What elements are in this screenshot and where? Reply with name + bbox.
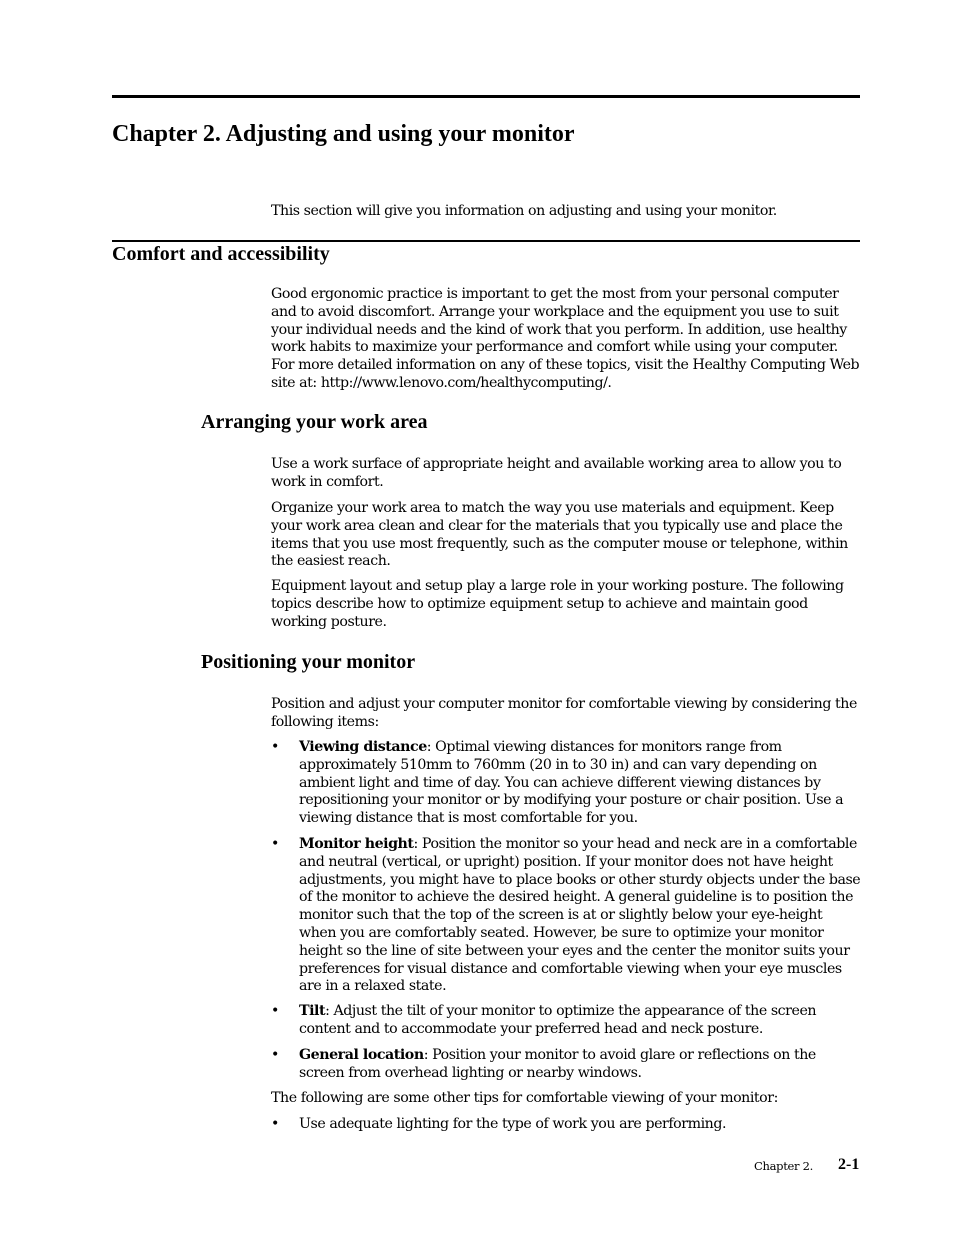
footer-chapter-label: Chapter 2. (754, 1159, 813, 1173)
item-text: : Optimal viewing distances for monitors range from approximately 510mm to 760mm (20 in to 30 in) and can vary depending on ambient light and time of day. You can achieve different viewing distances by repositioning your monitor or by modifying your posture or chair position. Use a viewing distance that is most comfortable for you. (299, 739, 844, 827)
item-term: Monitor height (299, 836, 414, 852)
tips-intro: The following are some other tips for comfortable viewing of your monitor: (271, 1090, 778, 1106)
item-term: General location (299, 1047, 424, 1063)
item-text: : Position your monitor to avoid glare or reflections on the screen from overhead lighting or nearby windows. (299, 1047, 816, 1081)
section-title-comfort: Comfort and accessibility (112, 243, 330, 265)
item-text: : Adjust the tilt of your monitor to optimize the appearance of the screen content and to accommodate your preferred head and neck posture. (299, 1003, 817, 1037)
chapter-top-rule (112, 95, 860, 98)
bullet-icon: • (271, 1047, 280, 1063)
comfort-paragraph: Good ergonomic practice is important to get the most from your personal computer and to avoid discomfort. Arrange your workplace and the equipment you use to suit your individual needs and the kind of work that you perform. In addition, use healthy work habits to maximize your performance and comfort while using your computer. For more detailed information on any of these topics, visit the Healthy Computing Web site at: http://www.lenovo.com/healthycomputing/. (271, 286, 860, 391)
item-text: : Position the monitor so your head and neck are in a comfortable and neutral (vertical, or upright) position. If your monitor does not have height adjustments, you might have to place books or other sturdy objects under the base of the monitor to achieve the desired height. A general guideline is to position the monitor such that the top of the screen is at or slightly below your eye-height when you are comfortably seated. However, be sure to optimize your monitor height so the line of site between your eyes and the center the monitor suits your preferences for visual distance and comfortable viewing when your eye muscles are in a relaxed state. (299, 836, 861, 995)
chapter-title: Chapter 2. Adjusting and using your monitor (112, 121, 575, 147)
bullet-icon: • (271, 739, 280, 755)
bullet-icon: • (271, 1003, 280, 1019)
work-area-paragraph-3: Equipment layout and setup play a large role in your working posture. The following topics describe how to optimize equipment setup to achieve and maintain good working posture. (271, 578, 844, 630)
subsection-title-monitor: Positioning your monitor (201, 651, 416, 673)
item-term: Viewing distance (299, 739, 427, 755)
work-area-paragraph-1: Use a work surface of appropriate height and available working area to allow you to work in comfort. (271, 456, 842, 490)
work-area-paragraph-2: Organize your work area to match the way you use materials and equipment. Keep your work area clean and clear for the materials that you typically use and place the items that you use most frequently, such as the computer mouse or telephone, within the easiest reach. (271, 500, 848, 570)
footer-page-number: 2-1 (838, 1156, 860, 1173)
chapter-intro: This section will give you information on adjusting and using your monitor. (271, 203, 777, 219)
bullet-icon: • (271, 836, 280, 852)
monitor-intro: Position and adjust your computer monitor for comfortable viewing by considering the following items: (271, 696, 857, 730)
tip-text: Use adequate lighting for the type of work you are performing. (299, 1116, 727, 1132)
item-term: Tilt (299, 1003, 326, 1019)
bullet-icon: • (271, 1116, 280, 1132)
subsection-title-work-area: Arranging your work area (201, 411, 428, 433)
